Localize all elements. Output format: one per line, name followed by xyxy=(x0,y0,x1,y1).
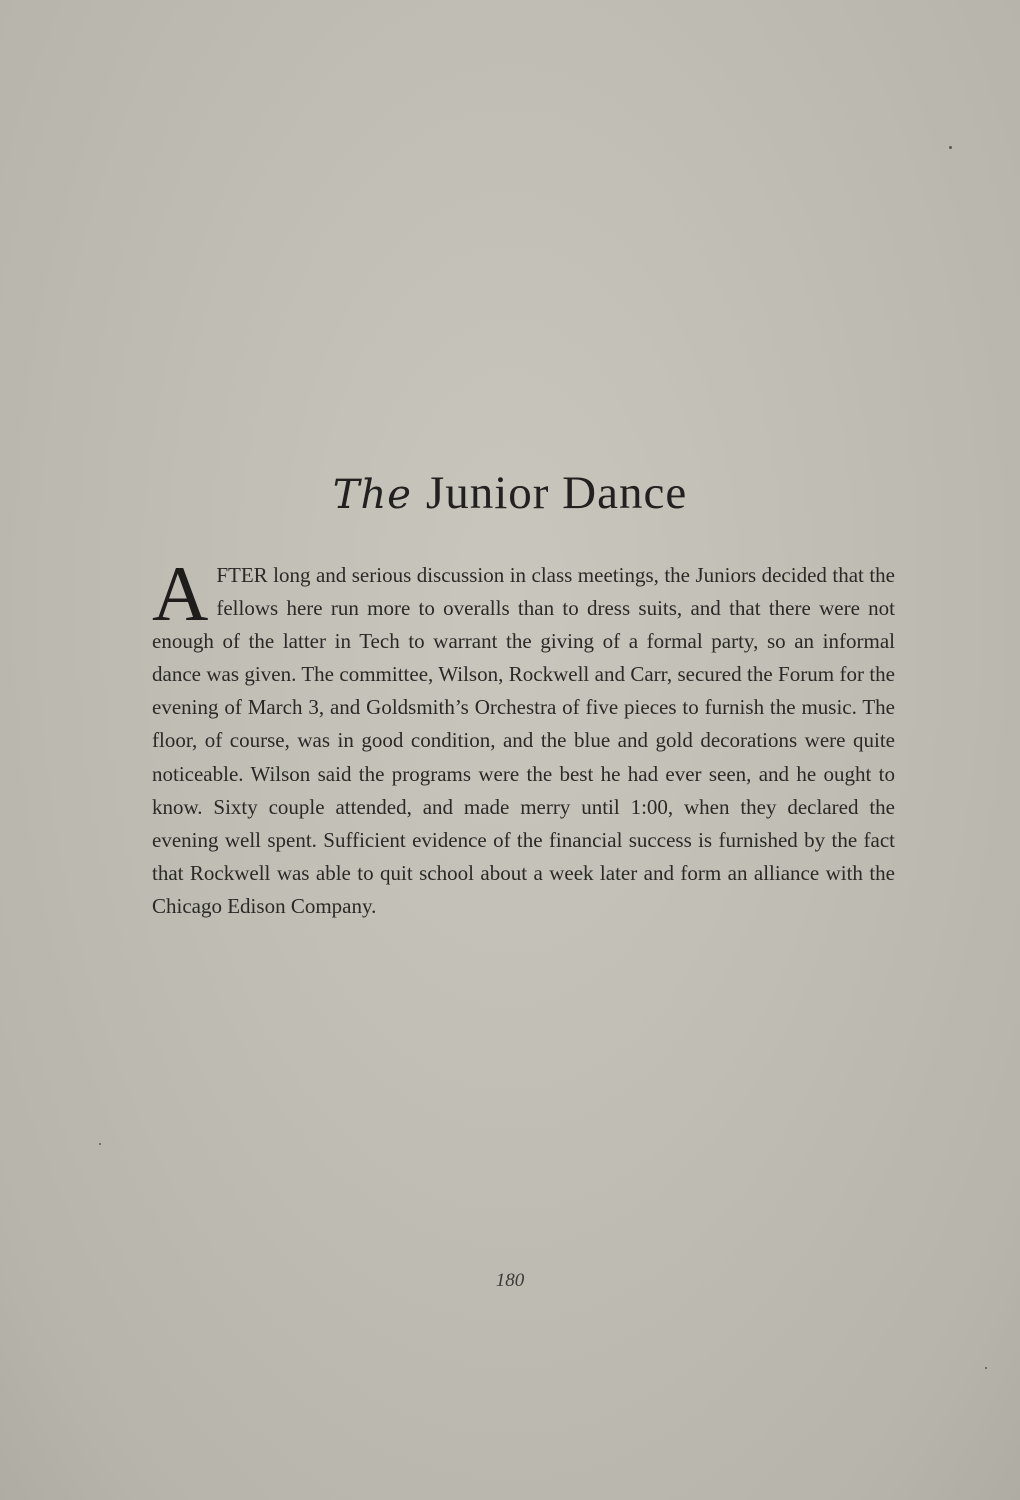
paper-speck xyxy=(985,1367,987,1369)
drop-cap: A xyxy=(152,550,209,637)
article-paragraph: FTER long and serious discussion in class meetings, the Juniors decided that the fellows here run more to overalls than to dress suits, and that there were not enough of the latter in Tech to warrant the giving of a formal party, so an informal dance was given. The committee, Wilson, Rockwell and Carr, secured the Forum for the evening of March 3, and Goldsmith’s Orchestra of five pieces to furnish the music. The floor, of course, was in good condition, and the blue and gold decorations were quite noticeable. Wilson said the programs were the best he had ever seen, and he ought to know. Sixty couple attended, and made merry until 1:00, when they declared the evening well spent. Sufficient evidence of the financial success is furnished by the fact that Rockwell was able to quit school about a week later and form an alliance with the Chicago Edison Company. xyxy=(152,563,895,918)
page-number: 180 xyxy=(495,1270,525,1291)
page-title xyxy=(0,458,1020,530)
paper-speck xyxy=(99,1143,101,1145)
article-body xyxy=(152,550,895,923)
title-prefix: The xyxy=(332,472,412,518)
paper-speck xyxy=(949,146,952,149)
title-main: Junior Dance xyxy=(425,467,688,519)
